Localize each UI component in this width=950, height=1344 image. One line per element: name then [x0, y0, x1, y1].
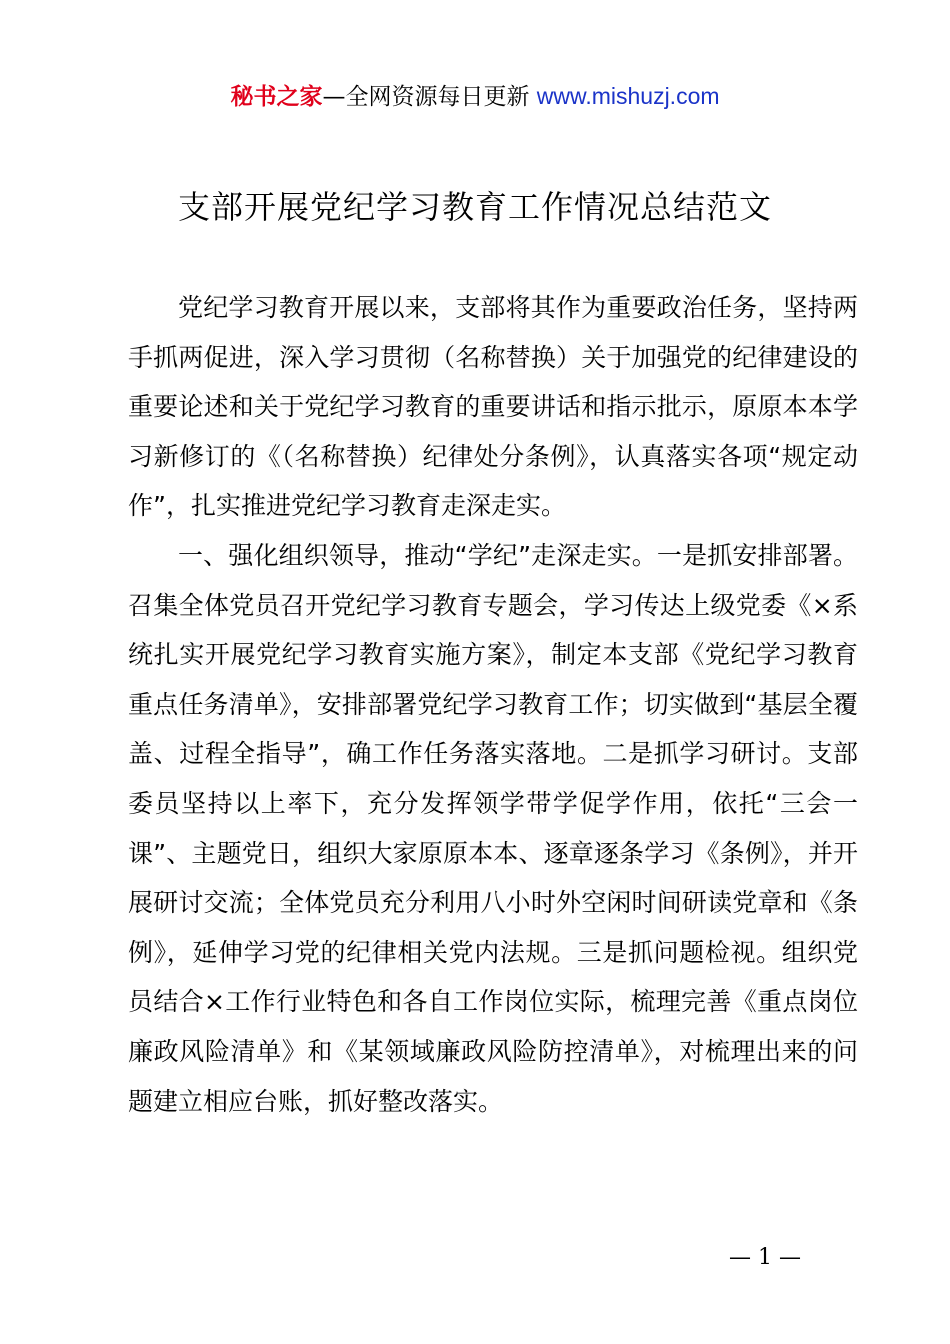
- paragraph-intro: 党纪学习教育开展以来，支部将其作为重要政治任务，坚持两手抓两促进，深入学习贯彻（名称替换）关于加强党的纪律建设的重要论述和关于党纪学习教育的重要讲话和指示批示，原原本本学习新修订的《（名称替换）纪律处分条例》，认真落实各项“规定动作”，扎实推进党纪学习教育走深走实。: [128, 293, 858, 521]
- site-url-link[interactable]: www.mishuzj.com: [536, 83, 720, 109]
- document-body: [128, 283, 858, 1126]
- page-number: — 1 —: [729, 1245, 801, 1270]
- site-header: [0, 80, 950, 113]
- document-title: 支部开展党纪学习教育工作情况总结范文: [177, 188, 772, 226]
- paragraph-section-1: 一、强化组织领导，推动“学纪”走深走实。一是抓安排部署。召集全体党员召开党纪学习教育专题会，学习传达上级党委《×系统扎实开展党纪学习教育实施方案》，制定本支部《党纪学习教育重点任务清单》，安排部署党纪学习教育工作；切实做到“基层全覆盖、过程全指导”，确工作任务落实落地。二是抓学习研讨。支部委员坚持以上率下，充分发挥领学带学促学作用，依托“三会一课”、主题党日，组织大家原原本本、逐章逐条学习《条例》，并开展研讨交流；全体党员充分利用八小时外空闲时间研读党章和《条例》，延伸学习党的纪律相关党内法规。三是抓问题检视。组织党员结合×工作行业特色和各自工作岗位实际，梳理完善《重点岗位廉政风险清单》和《某领域廉政风险防控清单》，对梳理出来的问题建立相应台账，抓好整改落实。: [128, 540, 858, 1116]
- header-tagline: —全网资源每日更新: [322, 84, 530, 110]
- brand-name: 秘书之家: [230, 84, 323, 110]
